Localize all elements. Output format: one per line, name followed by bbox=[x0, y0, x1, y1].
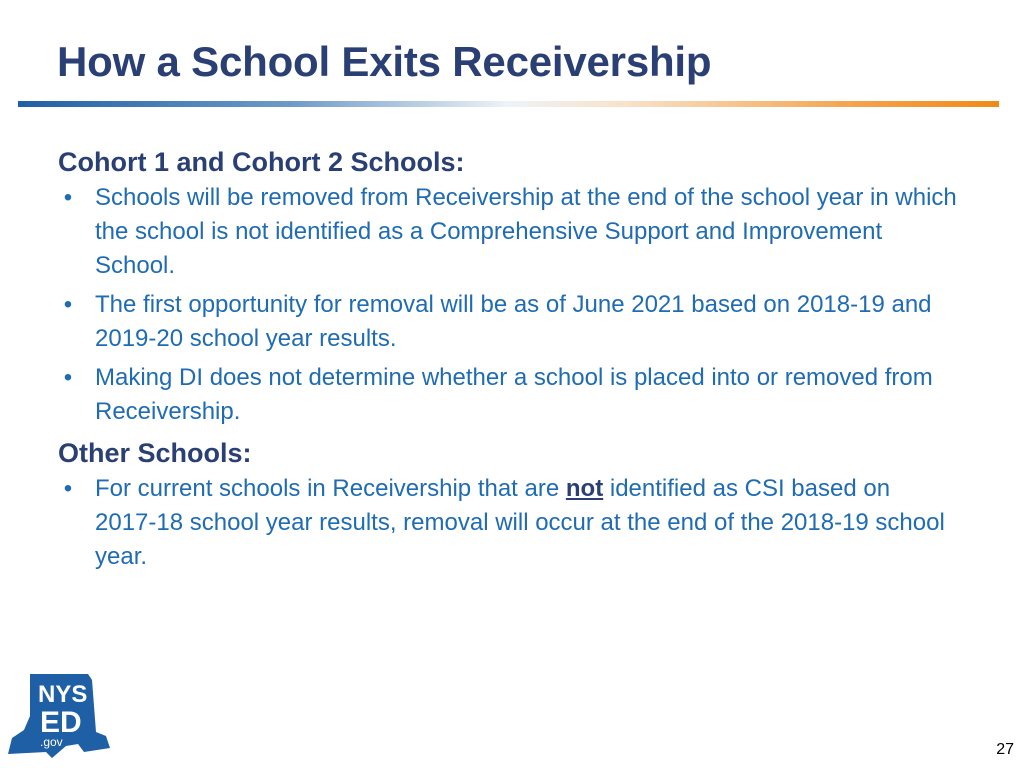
not-emphasis-link[interactable]: not bbox=[565, 475, 604, 502]
cohort-bullet-list bbox=[58, 181, 958, 429]
list-item bbox=[58, 472, 958, 574]
logo-text-ed: ED bbox=[40, 706, 82, 739]
bullet-text-before: For current schools in Receivership that are bbox=[95, 475, 566, 502]
bullet-text-after: identified as CSI based on 2017-18 school year results, removal will occur at the end of the 2018-19 school year. bbox=[95, 475, 945, 570]
section-heading-cohort: Cohort 1 and Cohort 2 Schools: bbox=[58, 147, 465, 177]
bullet-text: Schools will be removed from Receivership at the end of the school year in which the school is not identified as a Comprehensive Support and Improvement School. bbox=[95, 184, 957, 279]
list-item bbox=[58, 181, 958, 283]
section-heading-other: Other Schools: bbox=[58, 438, 252, 468]
bullet-text: The first opportunity for removal will be as of June 2021 based on 2018-19 and 2019-20 school year results. bbox=[95, 291, 932, 352]
list-item bbox=[58, 288, 958, 356]
logo-text-gov: .gov bbox=[40, 735, 63, 749]
bullet-icon: • bbox=[63, 475, 73, 502]
logo-text-nys: NYS bbox=[38, 681, 88, 708]
bullet-icon: • bbox=[63, 184, 73, 211]
bullet-text: Making DI does not determine whether a school is placed into or removed from Receivership. bbox=[95, 364, 933, 425]
page-number: 27 bbox=[996, 741, 1014, 758]
bullet-icon: • bbox=[63, 364, 73, 391]
title-divider-gradient bbox=[18, 101, 999, 107]
slide-content bbox=[58, 143, 958, 579]
other-bullet-list bbox=[58, 472, 958, 574]
slide-title: How a School Exits Receivership bbox=[57, 38, 712, 85]
list-item bbox=[58, 361, 958, 429]
nysed-logo-icon bbox=[6, 672, 110, 758]
bullet-icon: • bbox=[63, 291, 73, 318]
